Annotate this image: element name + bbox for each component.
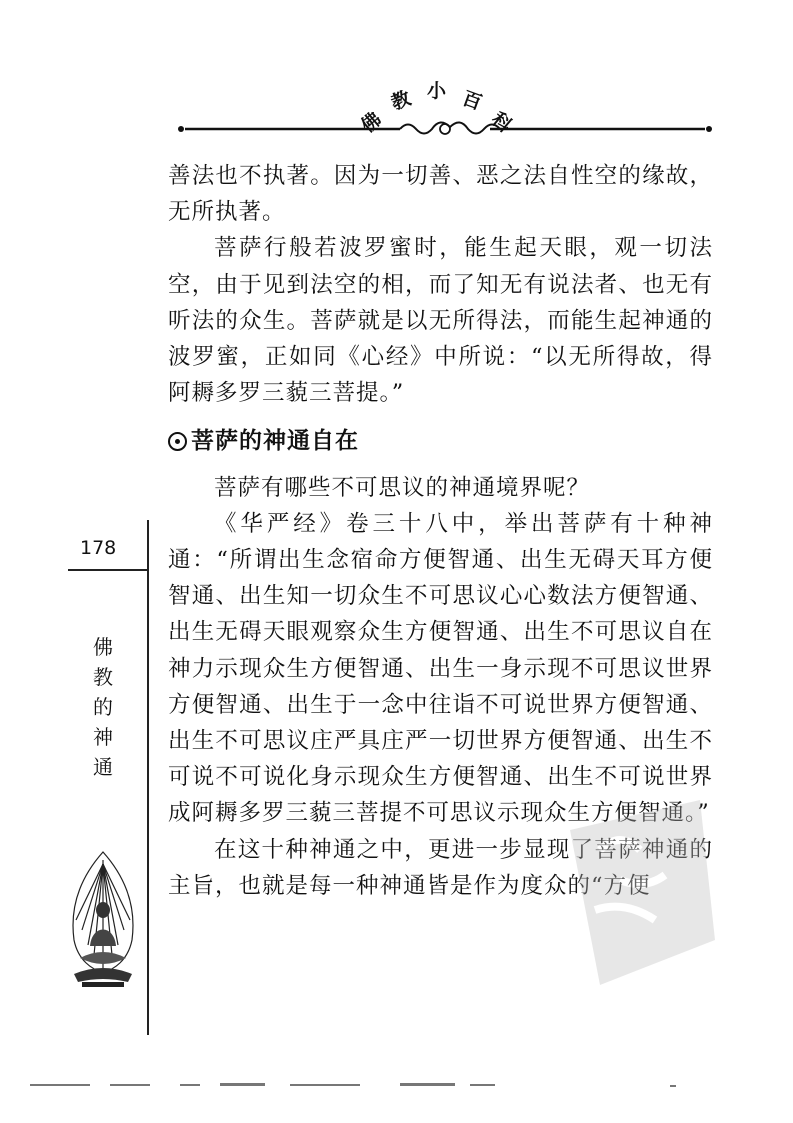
side-title-char: 的 <box>93 695 113 719</box>
series-title-char: 科 <box>487 108 516 138</box>
series-title-char: 小 <box>427 80 447 102</box>
buddha-figure-icon <box>68 850 138 990</box>
paragraph: 善法也不执著。因为一切善、恶之法自性空的缘故，无所执著。 <box>168 163 713 226</box>
series-title-char: 佛 <box>357 108 386 138</box>
series-title-char: 教 <box>388 87 414 115</box>
side-title-char: 佛 <box>93 635 113 659</box>
section-heading-text: 菩萨的神通自在 <box>191 428 359 455</box>
page-header <box>175 40 715 150</box>
paragraph: 在这十种神通之中，更进一步显现了菩萨神通的主旨，也就是每一种神通皆是作为度众的“方便 <box>168 836 713 899</box>
margin-rule-horizontal <box>68 569 148 571</box>
header-ornament-rule <box>175 118 715 140</box>
scan-artifact <box>30 1080 730 1092</box>
paragraph: 菩萨有哪些不可思议的神通境界呢？ <box>214 474 591 501</box>
circle-dot-icon <box>168 432 187 451</box>
side-title-char: 通 <box>93 755 113 779</box>
chapter-side-title <box>89 632 117 782</box>
watermark-stamp <box>560 790 720 990</box>
section-heading <box>168 423 713 459</box>
margin-rule-vertical <box>147 520 149 1035</box>
paragraph: 《华严经》卷三十八中，举出菩萨有十种神通：“所谓出生念宿命方便智通、出生无碍天耳方便智通、出生知一切众生不可思议心心数法方便智通、出生无碍天眼观察众生方便智通、出生不可思议自在神力示现众生方便智通、出生一身示现不可思议世界方便智通、出生于一念中往诣不可说世界方便智通、出生不可思议庄严具庄严一切世界方便智通、出生不可说不可说化身示现众生方便智通、出生不可说世界成阿耨多罗三藐三菩提不可思议示现众生方便智通。” <box>168 510 713 827</box>
series-title-char: 百 <box>459 87 485 115</box>
paragraph: 菩萨行般若波罗蜜时，能生起天眼，观一切法空，由于见到法空的相，而了知无有说法者、也无有听法的众生。菩萨就是以无所得法，而能生起神通的波罗蜜，正如同《心经》中所说：“以无所得故，得阿耨多罗三藐三菩提。” <box>168 235 713 407</box>
page-number: 178 <box>80 537 117 559</box>
side-title-char: 教 <box>93 665 113 689</box>
side-title-char: 神 <box>93 725 113 749</box>
